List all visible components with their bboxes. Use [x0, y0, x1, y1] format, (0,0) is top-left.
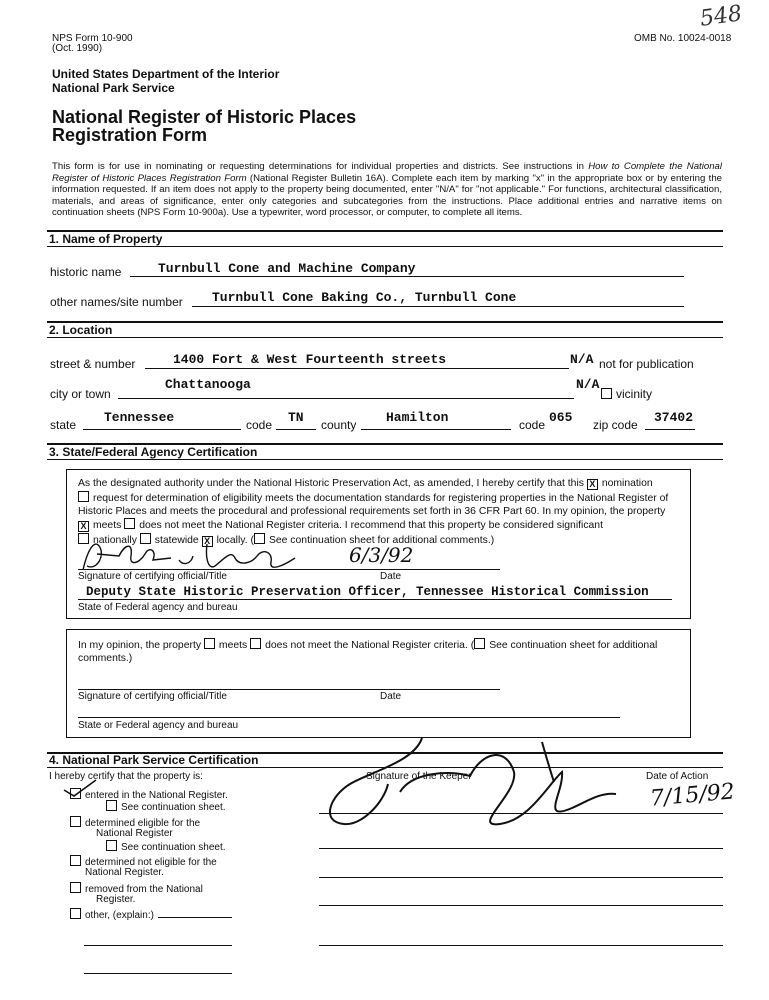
section3-heading: 3. State/Federal Agency Certification — [49, 445, 258, 459]
section-divider — [47, 321, 723, 323]
vicinity-checkbox[interactable] — [601, 388, 612, 399]
opinion-date-label: Date — [380, 691, 402, 702]
other-checkbox[interactable] — [70, 908, 81, 919]
meets-checkbox[interactable]: X — [78, 521, 89, 532]
other-names-value: Turnbull Cone Baking Co., Turnbull Cone — [212, 290, 517, 305]
section2-heading: 2. Location — [49, 323, 113, 337]
keeper-signature-line[interactable] — [319, 847, 723, 849]
locally-checkbox[interactable]: X — [202, 536, 213, 547]
nomination-checkbox[interactable]: X — [587, 479, 598, 490]
section1-heading: 1. Name of Property — [49, 232, 163, 246]
entered-checkbox[interactable] — [70, 788, 81, 799]
city-label: city or town — [50, 387, 111, 401]
removed-checkbox[interactable] — [70, 882, 81, 893]
agency-value: Deputy State Historic Preservation Officer, Tennessee Historical Commission — [86, 585, 649, 599]
request-determination-checkbox[interactable] — [78, 491, 89, 502]
keeper-signature-line[interactable] — [319, 812, 723, 814]
continuation-label: See continuation sheet for additional comments.) — [268, 535, 495, 547]
section-divider — [47, 246, 723, 247]
certification-date-handwritten: 6/3/92 — [349, 543, 414, 567]
opinion-text — [78, 638, 678, 666]
does-not-meet-checkbox[interactable] — [124, 518, 135, 529]
section-divider — [47, 459, 723, 460]
state-code-value: TN — [288, 410, 304, 425]
form-title-line1: National Register of Historic Places — [52, 107, 357, 127]
keeper-signature-label: Signature of the Keeper — [366, 771, 472, 782]
opinion-continuation-checkbox[interactable] — [474, 638, 485, 649]
agency-label: State of Federal agency and bureau — [78, 602, 238, 613]
form-title-line2: Registration Form — [52, 125, 208, 145]
date-label: Date — [380, 571, 402, 582]
city-value: Chattanooga — [165, 377, 251, 392]
removed-label-line2: Register. — [96, 894, 136, 905]
removed-label: removed from the National — [85, 884, 203, 895]
county-label: county — [321, 418, 357, 432]
locally-label: locally. ( — [216, 535, 254, 547]
meets-label: meets — [93, 520, 122, 532]
street-value: 1400 Fort & West Fourteenth streets — [173, 352, 447, 367]
state-label: state — [50, 418, 77, 432]
county-code-value: 065 — [549, 410, 573, 425]
cert-text-1: As the designated authority under the National Historic Preservation Act, as amended, I hereby certify that this — [78, 478, 584, 489]
date-of-action-label: Date of Action — [646, 771, 709, 782]
state-value: Tennessee — [104, 410, 175, 425]
vicinity-value: N/A — [576, 377, 600, 392]
eligible-checkbox[interactable] — [70, 816, 81, 827]
county-code-label: code — [519, 418, 546, 432]
zip-value: 37402 — [654, 410, 694, 425]
handwritten-ref-number: 548 — [698, 1, 744, 32]
nationally-label: nationally — [93, 535, 137, 547]
entered-continuation-checkbox[interactable] — [106, 800, 117, 811]
other-names-label: other names/site number — [50, 295, 183, 309]
eligible-continuation-label: See continuation sheet. — [121, 842, 226, 853]
street-label: street & number — [50, 357, 136, 371]
eligible-continuation-checkbox[interactable] — [106, 840, 117, 851]
nomination-label: nomination — [601, 478, 653, 489]
keeper-date-handwritten: 7/15/92 — [649, 779, 736, 812]
not-for-publication-value: N/A — [570, 352, 594, 367]
keeper-signature-line[interactable] — [319, 904, 723, 906]
entered-see-continuation[interactable] — [106, 800, 226, 813]
instructions-text-1: This form is for use in nominating or requesting determinations for individual properties and districts. See instructions in — [52, 161, 589, 172]
opinion-agency-label: State or Federal agency and bureau — [78, 720, 239, 731]
opinion-continuation-label: See continuation sheet for additional comments.) — [78, 640, 658, 664]
opinion-signature-label: Signature of certifying official/Title — [78, 691, 227, 702]
section4-heading: 4. National Park Service Certification — [49, 753, 259, 767]
other-explain-line[interactable] — [84, 944, 232, 946]
opinion-signature-line[interactable] — [78, 688, 500, 690]
instructions-italic: How to Complete the National Register of Historic Places Registration Form — [52, 161, 722, 184]
omb-number: OMB No. 10024-0018 — [634, 33, 732, 44]
not-eligible-checkbox[interactable] — [70, 855, 81, 866]
form-number: NPS Form 10-900 — [52, 33, 133, 44]
vicinity-label: vicinity — [616, 387, 653, 401]
instructions-text-2: (National Register Bulletin 16A). Complete each item by marking "x" in the appropriate box or by entering the information requested. If an item does not apply to the property being documented, enter "N/A" for "not applicable." For functions, architectural classification, materials, and areas of significance, enter only categories and subcategories from the instructions. Place additional entries and narrative items on continuation sheets (NPS Form 10-900a). Use a typewriter, word processor, or computer, to complete all items. — [52, 172, 722, 218]
signature-label: Signature of certifying official/Title — [78, 571, 227, 582]
instructions-paragraph — [52, 161, 722, 219]
cert-text-2: request for determination of eligibility meets the documentation standards for registering properties in the National Register of Historic Places and meets the procedural and professional requirements set forth in 36 CFR Part 60. In my opinion, the property — [78, 492, 669, 517]
department-name: United States Department of the Interior — [52, 67, 280, 81]
entered-label: entered in the National Register. — [85, 790, 228, 801]
opinion-meets-label: meets — [218, 640, 248, 651]
zip-label: zip code — [593, 418, 638, 432]
vicinity-control[interactable] — [601, 387, 652, 401]
historic-name-value: Turnbull Cone and Machine Company — [158, 261, 416, 276]
opinion-agency-line[interactable] — [78, 716, 620, 718]
opinion-does-not-meet-checkbox[interactable] — [250, 638, 261, 649]
service-name: National Park Service — [52, 81, 175, 95]
eligible-label-line2: National Register — [96, 828, 173, 839]
signature-line[interactable] — [78, 568, 500, 570]
not-eligible-label-line2: National Register. — [85, 867, 164, 878]
form-date: (Oct. 1990) — [52, 43, 103, 54]
removed-option[interactable] — [70, 882, 203, 895]
other-explain-line[interactable] — [158, 916, 232, 918]
keeper-signature-line[interactable] — [319, 876, 723, 878]
opinion-text-1: In my opinion, the property — [78, 640, 202, 651]
entered-continuation-label: See continuation sheet. — [121, 802, 226, 813]
historic-name-label: historic name — [50, 265, 122, 279]
other-explain-line[interactable] — [84, 972, 232, 974]
keeper-signature — [300, 732, 630, 842]
eligible-label: determined eligible for the — [85, 818, 201, 829]
not-for-publication-label: not for publication — [599, 357, 694, 371]
certify-label: I hereby certify that the property is: — [49, 771, 203, 782]
county-value: Hamilton — [386, 410, 449, 425]
state-code-label: code — [246, 418, 273, 432]
does-not-meet-label: does not meet the National Register criteria. I recommend that this property be considered significant — [139, 520, 603, 532]
other-label: other, (explain:) — [85, 910, 154, 921]
agency-line[interactable] — [78, 598, 672, 600]
opinion-meets-checkbox[interactable] — [204, 638, 215, 649]
opinion-does-not-meet-label: does not meet the National Register criteria. ( — [265, 640, 475, 651]
other-option[interactable] — [70, 908, 154, 921]
section-divider — [47, 337, 723, 338]
eligible-see-continuation[interactable] — [106, 840, 226, 853]
not-eligible-label: determined not eligible for the — [85, 857, 217, 868]
keeper-signature-line[interactable] — [319, 944, 723, 946]
statewide-label: statewide — [154, 535, 199, 547]
